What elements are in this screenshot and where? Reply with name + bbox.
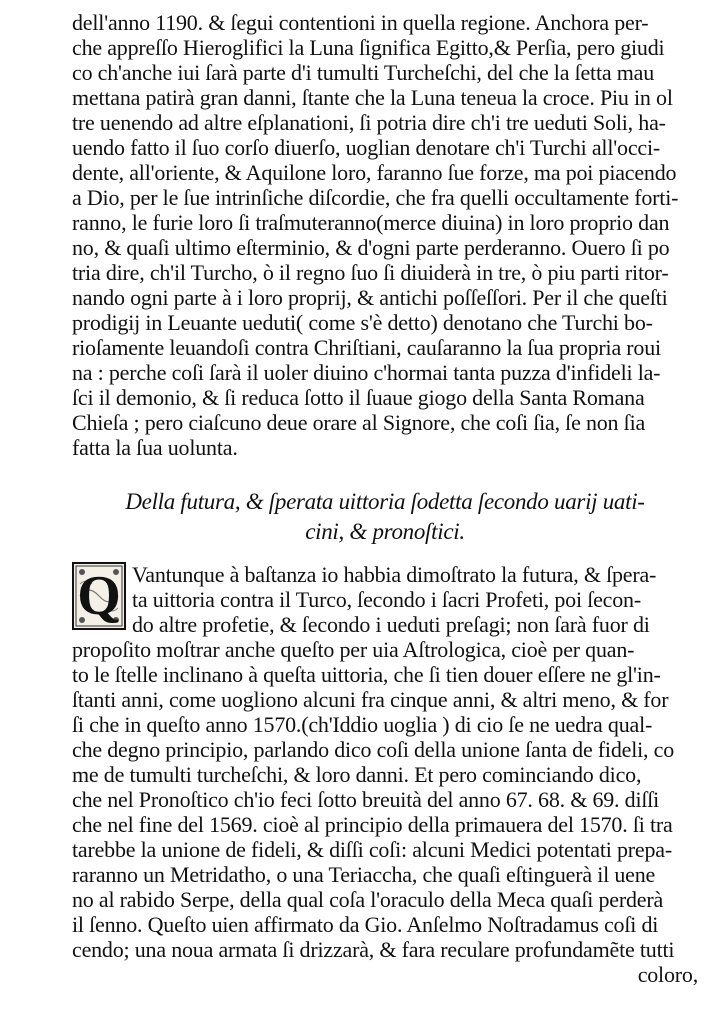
text-line: a Dio, per le ſue intrinſiche diſcordie, che fra quelli occultamente forti-: [72, 185, 679, 210]
text-line: to le ſtelle inclinano à queſta uittoria, che ſi tien douer eſſere ne gl'in-: [72, 662, 661, 687]
text-line: che degno principio, parlando dico coſi della unione ſanta de fideli, co: [72, 737, 674, 762]
paragraph-one: [72, 10, 698, 460]
text-line: co ch'anche iui ſarà parte d'i tumulti Turcheſchi, del che la ſetta mau: [72, 60, 655, 85]
text-line: cendo; una noua armata ſi drizzarà, & fara reculare profundamẽte tutti: [72, 937, 675, 962]
text-line: che appreſſo Hieroglifici la Luna ſignifica Egitto,& Perſia, pero giudi: [72, 35, 665, 60]
text-line: prodigij in Leuante ueduti( come s'è detto) denotano che Turchi bo-: [72, 310, 653, 335]
section-heading: [72, 487, 698, 547]
text-line: propoſito moſtrar anche queſto per uia Aſtrologica, cioè per quan-: [72, 637, 635, 662]
text-line: ranno, le furie loro ſi traſmuteranno(merce diuina) in loro proprio dan: [72, 210, 670, 235]
text-line: no al rabido Serpe, della qual coſa l'oraculo della Meca quaſi perderà: [72, 887, 664, 912]
heading-line: Della futura, & ſperata uittoria ſodetta ſecondo uarij uati-: [125, 489, 645, 514]
text-line: Vantunque à baſtanza io habbia dimoſtrato la futura, & ſpera-: [132, 562, 657, 587]
catchword: coloro,: [637, 962, 698, 987]
text-line: ta uittoria contra il Turco, ſecondo i ſacri Profeti, poi ſecon-: [132, 587, 641, 612]
text-line: ſtanti anni, come uogliono alcuni fra cinque anni, & altri meno, & for: [72, 687, 669, 712]
text-line: me de tumulti turcheſchi, & loro danni. Et pero cominciando dico,: [72, 762, 642, 787]
text-line: tarebbe la unione de fideli, & diſſi coſi: alcuni Medici potentati prepa-: [72, 837, 672, 862]
initial-letter: Q: [77, 565, 121, 627]
text-line: rioſamente leuandoſi contra Chriſtiani, cauſaranno la ſua propria roui: [72, 335, 661, 360]
text-line: dell'anno 1190. & ſegui contentioni in quella regione. Anchora per-: [72, 10, 649, 35]
text-line: che nel fine del 1569. cioè al principio della primauera del 1570. ſi tra: [72, 812, 673, 837]
text-line: ſci il demonio, & ſi reduca ſotto il ſuaue giogo della Santa Romana: [72, 385, 645, 410]
text-line: mettana patirà gran danni, ſtante che la Luna teneua la croce. Piu in ol: [72, 85, 673, 110]
text-line: ſi che in queſto anno 1570.(ch'Iddio uoglia ) di cio ſe ne uedra qual-: [72, 712, 653, 737]
text-line: nando ogni parte à i loro proprij, & antichi poſſeſſori. Per il che queſti: [72, 285, 668, 310]
text-line: dente, all'oriente, & Aquilone loro, faranno ſue forze, ma poi piacendo: [72, 160, 677, 185]
text-line: tre uenendo ad altre eſplanationi, ſi potria dire ch'i tre ueduti Soli, ha-: [72, 110, 666, 135]
heading-line: cini, & pronoſtici.: [305, 519, 465, 544]
text-line: fatta la ſua uolunta.: [72, 435, 238, 460]
text-line: tria dire, ch'il Turcho, ò il regno ſuo ſi diuiderà in tre, ò piu parti ritor-: [72, 260, 669, 285]
paragraph-two: [72, 562, 698, 987]
text-line: na : perche coſi ſarà il uoler diuino c'hormai tanta puzza d'infideli la-: [72, 360, 661, 385]
text-line: il ſenno. Queſto uien affirmato da Gio. Anſelmo Noſtradamus coſi di: [72, 912, 659, 937]
text-line: che nel Pronoſtico ch'io feci ſotto breuità del anno 67. 68. & 69. diſſi: [72, 787, 660, 812]
text-line: raranno un Metridatho, o una Teriaccha, che quaſi eſtinguerà il uene: [72, 862, 656, 887]
text-line: Chieſa ; pero ciaſcuno deue orare al Signore, che coſi ſia, ſe non ſia: [72, 410, 646, 435]
text-line: no, & quaſi ultimo eſterminio, & d'ogni parte perderanno. Ouero ſi po: [72, 235, 670, 260]
text-line: uendo fatto il ſuo corſo diuerſo, uoglian denotare ch'i Turchi all'occi-: [72, 135, 660, 160]
text-line: do altre profetie, & ſecondo i ueduti preſagi; non ſarà fuor di: [132, 612, 650, 637]
